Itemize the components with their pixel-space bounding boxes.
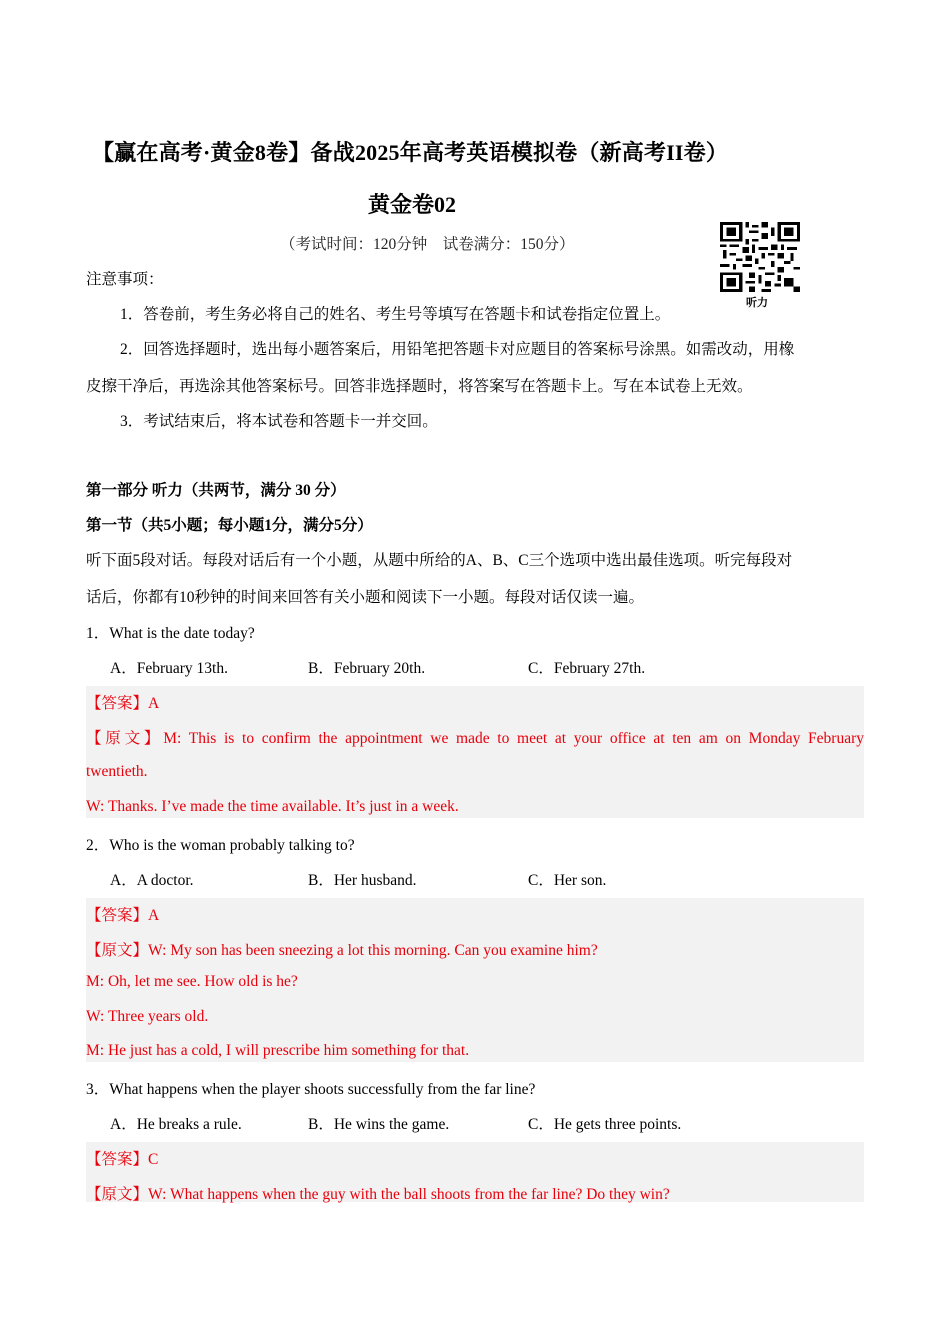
- script-line: twentieth.: [86, 763, 148, 780]
- notes-heading: 注意事项：: [86, 271, 164, 288]
- script-line: 【原文】M: This is to confirm the appointment we made to meet at your office at ten am on Monday February: [86, 730, 864, 747]
- document-title: 【赢在高考·黄金8卷】备战2025年高考英语模拟卷（新高考II卷）: [92, 140, 729, 165]
- exam-info: （考试时间：120分钟 试卷满分：150分）: [280, 236, 575, 253]
- option-c: C．He gets three points.: [528, 1116, 682, 1133]
- option-c: C．Her son.: [528, 872, 607, 889]
- script-line: M: Oh, let me see. How old is he?: [86, 973, 298, 990]
- qr-code-icon[interactable]: [720, 222, 800, 292]
- part1-heading: 第一部分 听力（共两节，满分 30 分）: [86, 482, 346, 499]
- answer-line: 【答案】C: [86, 1151, 159, 1168]
- instruction-line-2: 话后，你都有10秒钟的时间来回答有关小题和阅读下一小题。每段对话仅读一遍。: [86, 589, 645, 606]
- instruction-line-1: 听下面5段对话。每段对话后有一个小题，从题中所给的A、B、C三个选项中选出最佳选项。听完每段对: [86, 552, 793, 569]
- script-line: W: Thanks. I’ve made the time available. It’s just in a week.: [86, 798, 459, 815]
- option-b: B．February 20th.: [308, 660, 426, 677]
- question-stem: 3．What happens when the player shoots successfully from the far line?: [86, 1081, 536, 1098]
- script-line: M: He just has a cold, I will prescribe him something for that.: [86, 1042, 470, 1059]
- question-stem: 2．Who is the woman probably talking to?: [86, 837, 355, 854]
- option-a: A．A doctor.: [110, 872, 194, 889]
- option-b: B．He wins the game.: [308, 1116, 450, 1133]
- document-subtitle: 黄金卷02: [368, 192, 457, 217]
- option-a: A．February 13th.: [110, 660, 228, 677]
- question-stem: 1．What is the date today?: [86, 625, 255, 642]
- script-line: W: Three years old.: [86, 1008, 209, 1025]
- script-line: 【原文】W: My son has been sneezing a lot this morning. Can you examine him?: [86, 942, 598, 959]
- notes-item-3: 3．考试结束后，将本试卷和答题卡一并交回。: [120, 413, 438, 430]
- answer-line: 【答案】A: [86, 695, 160, 712]
- section1-heading: 第一节（共5小题；每小题1分，满分5分）: [86, 517, 373, 534]
- answer-line: 【答案】A: [86, 907, 160, 924]
- notes-item-2-line-2: 皮擦干净后，再选涂其他答案标号。回答非选择题时，将答案写在答题卡上。写在本试卷上无效。: [86, 378, 753, 395]
- script-line: 【原文】W: What happens when the guy with the ball shoots from the far line? Do they win?: [86, 1186, 670, 1203]
- qr-label: 听力: [746, 297, 768, 309]
- notes-item-2-line-1: 2．回答选择题时，选出每小题答案后，用铅笔把答题卡对应题目的答案标号涂黑。如需改动，用橡: [120, 341, 795, 358]
- notes-item-1: 1．答卷前，考生务必将自己的姓名、考生号等填写在答题卡和试卷指定位置上。: [120, 306, 671, 323]
- option-a: A．He breaks a rule.: [110, 1116, 242, 1133]
- option-c: C．February 27th.: [528, 660, 646, 677]
- option-b: B．Her husband.: [308, 872, 417, 889]
